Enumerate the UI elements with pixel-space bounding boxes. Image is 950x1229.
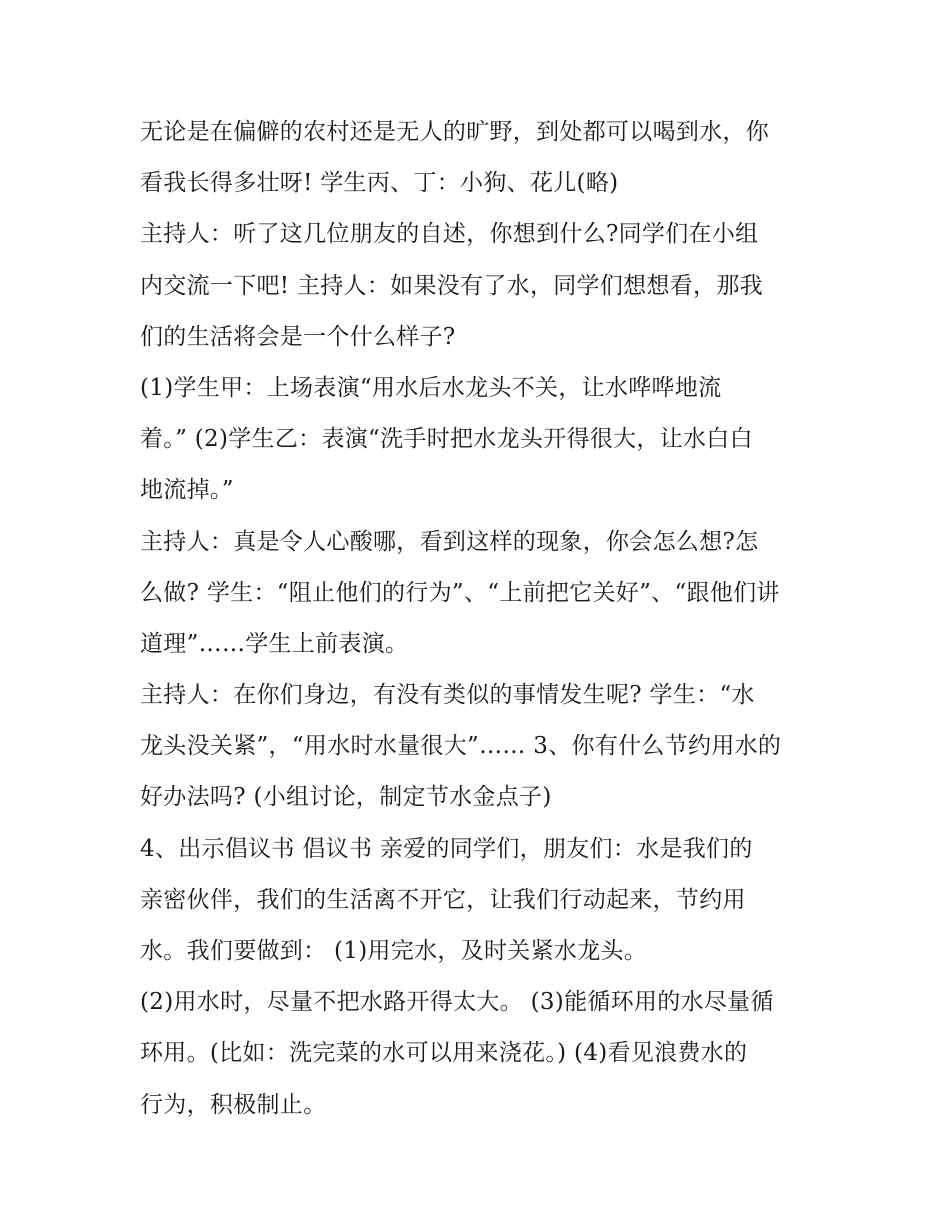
text-line: 着。” (2)学生乙：表演“洗手时把水龙头开得很大，让水白白 [140, 426, 753, 453]
text-line: 4、出示倡议书 倡议书 亲爱的同学们，朋友们：水是我们的 [140, 835, 753, 862]
text-line: 看我长得多壮呀! 学生丙、丁：小狗、花儿(略) [140, 170, 619, 197]
document-body [140, 107, 830, 1131]
text-line: 水。我们要做到： (1)用完水，及时关紧水龙头。 [140, 938, 648, 964]
text-line: 地流掉。” [140, 477, 234, 504]
text-line: (2)用水时，尽量不把水路开得太大。 (3)能循环用的水尽量循 [140, 989, 774, 1016]
text-line: 无论是在偏僻的农村还是无人的旷野，到处都可以喝到水，你 [140, 119, 770, 145]
text-line: 道理”……学生上前表演。 [140, 630, 409, 657]
text-line: 内交流一下吧! 主持人：如果没有了水，同学们想想看，那我 [140, 272, 763, 299]
text-line: (1)学生甲：上场表演“用水后水龙头不关，让水哗哗地流 [140, 374, 722, 401]
text-line: 么做? 学生：“阻止他们的行为”、“上前把它关好”、“跟他们讲 [140, 579, 780, 606]
text-line: 环用。(比如：洗完菜的水可以用来浇花。) (4)看见浪费水的 [140, 1040, 748, 1067]
text-line: 亲密伙伴，我们的生活离不开它，让我们行动起来，节约用 [140, 886, 746, 913]
text-line: 好办法吗? (小组讨论，制定节水金点子) [140, 784, 552, 811]
text-line: 主持人：真是令人心酸哪，看到这样的现象，你会怎么想?怎 [140, 528, 759, 555]
text-line: 主持人：在你们身边，有没有类似的事情发生呢? 学生：“水 [140, 682, 755, 709]
text-line: 行为，积极制止。 [140, 1091, 327, 1118]
text-line: 们的生活将会是一个什么样子? [140, 323, 456, 350]
text-line: 主持人：听了这几位朋友的自述，你想到什么?同学们在小组 [140, 221, 759, 248]
text-line: 龙头没关紧”，“用水时水量很大”…… 3、你有什么节约用水的 [140, 733, 782, 760]
